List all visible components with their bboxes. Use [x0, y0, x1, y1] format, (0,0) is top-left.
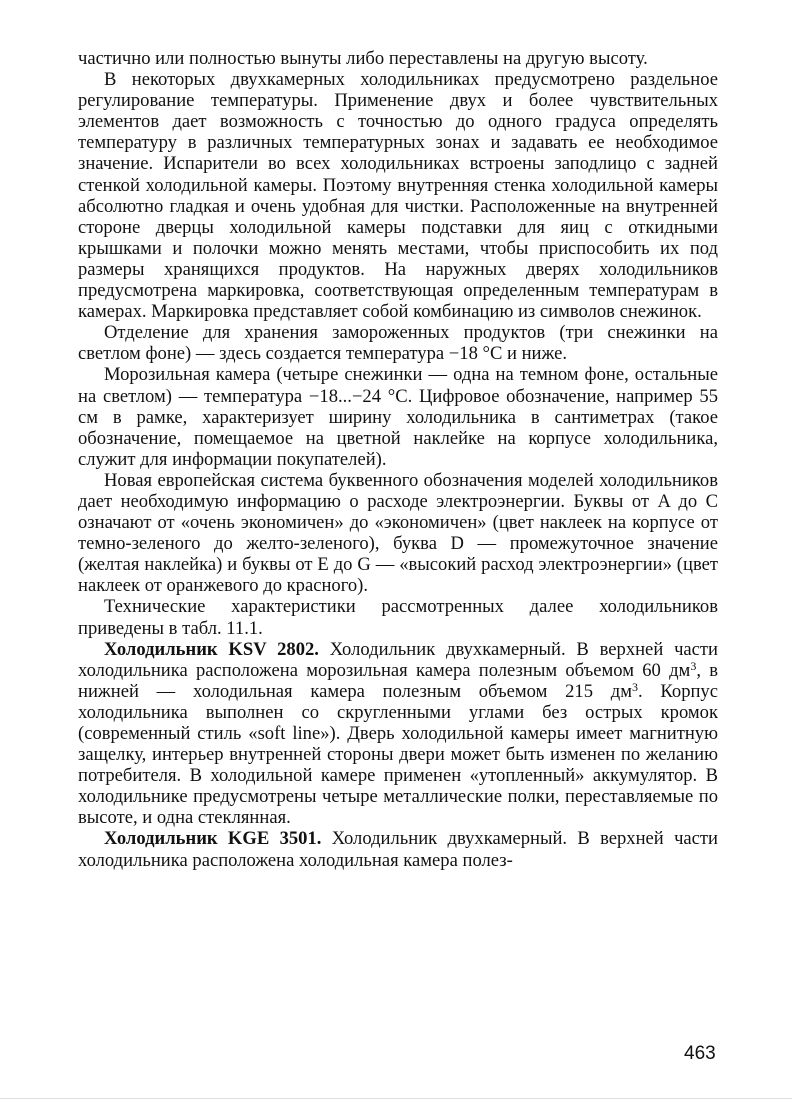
page-number: 463 [684, 1043, 716, 1064]
kge-text: Холодильник двухкамерный. В верхней части холодильника расположена холодильная камера полез- [78, 828, 718, 871]
ksv-text-3: . Корпус холодильника выполнен со скругленными углами без острых кромок (современный стиль «soft line»). Дверь холодильной камеры имеет магнитную защелку, интерьер внутренней стороны двери может быть изменен по желанию потребителя. В холодильной камере применен «утопленный» аккумулятор. В холодильнике предусмотрены четыре металлические полки, переставляемые по высоте, и одна стеклянная. [78, 680, 718, 829]
scan-edge-line [0, 1098, 792, 1099]
paragraph: Морозильная камера (четыре снежинки — одна на темном фоне, остальные на светлом) — температура −18...−24 °C. Цифровое обозначение, например 55 см в рамке, характеризует ширину холодильника в сантиметрах (такое обозначение, помещаемое на цветной наклейке на корпусе холодильника, служит для информации покупателей). [78, 364, 718, 470]
superscript-3: 3 [690, 658, 697, 673]
page-body [78, 48, 718, 871]
paragraph: В некоторых двухкамерных холодильниках предусмотрено раздельное регулирование температуры. Применение двух и более чувствительных элементов дает возможность с точностью до одного градуса определять температуру в различных температурных зонах и задавать ее необходимое значение. Испарители во всех холодильниках встроены заподлицо с задней стенкой холодильной камеры. Поэтому внутренняя стенка холодильной камеры абсолютно гладкая и очень удобная для чистки. Расположенные на внутренней стороне дверцы холодильной камеры подставки для яиц с откидными крышками и полочки можно менять местами, чтобы приспособить их под размеры хранящихся продуктов. На наружных дверях холодильников предусмотрена маркировка, соответствующая определенным температурам в камерах. Маркировка представляет собой комбинацию из символов снежинок. [78, 69, 718, 323]
paragraph: Новая европейская система буквенного обозначения моделей холодильников дает необходимую информацию о расходе электроэнергии. Буквы от A до C означают от «очень экономичен» до «экономичен» (цвет наклеек на корпусе от темно-зеленого до желто-зеленого), буква D — промежуточное значение (желтая наклейка) и буквы от E до G — «высокий расход электроэнергии» (цвет наклеек от оранжевого до красного). [78, 469, 718, 597]
paragraph-ksv-2802 [78, 639, 718, 829]
ksv-text-2: , в нижней — холодильная камера полезным объемом 215 дм [78, 659, 718, 702]
paragraph-kge-3501 [78, 828, 718, 870]
superscript-3: 3 [632, 679, 639, 694]
paragraph: Технические характеристики рассмотренных далее холодильников приведены в табл. 11.1. [78, 596, 718, 639]
ksv-text-1: Холодильник двухкамерный. В верхней части холодильника расположена морозильная камера полезным объемом 60 дм [78, 638, 718, 681]
paragraph: частично или полностью вынуты либо переставлены на другую высоту. [78, 48, 648, 69]
kge-3501-heading: Холодильник KGE 3501. [104, 828, 322, 850]
paragraph: Отделение для хранения замороженных продуктов (три снежинки на светлом фоне) — здесь создается температура −18 °C и ниже. [78, 322, 718, 365]
ksv-2802-heading: Холодильник KSV 2802. [104, 638, 319, 660]
